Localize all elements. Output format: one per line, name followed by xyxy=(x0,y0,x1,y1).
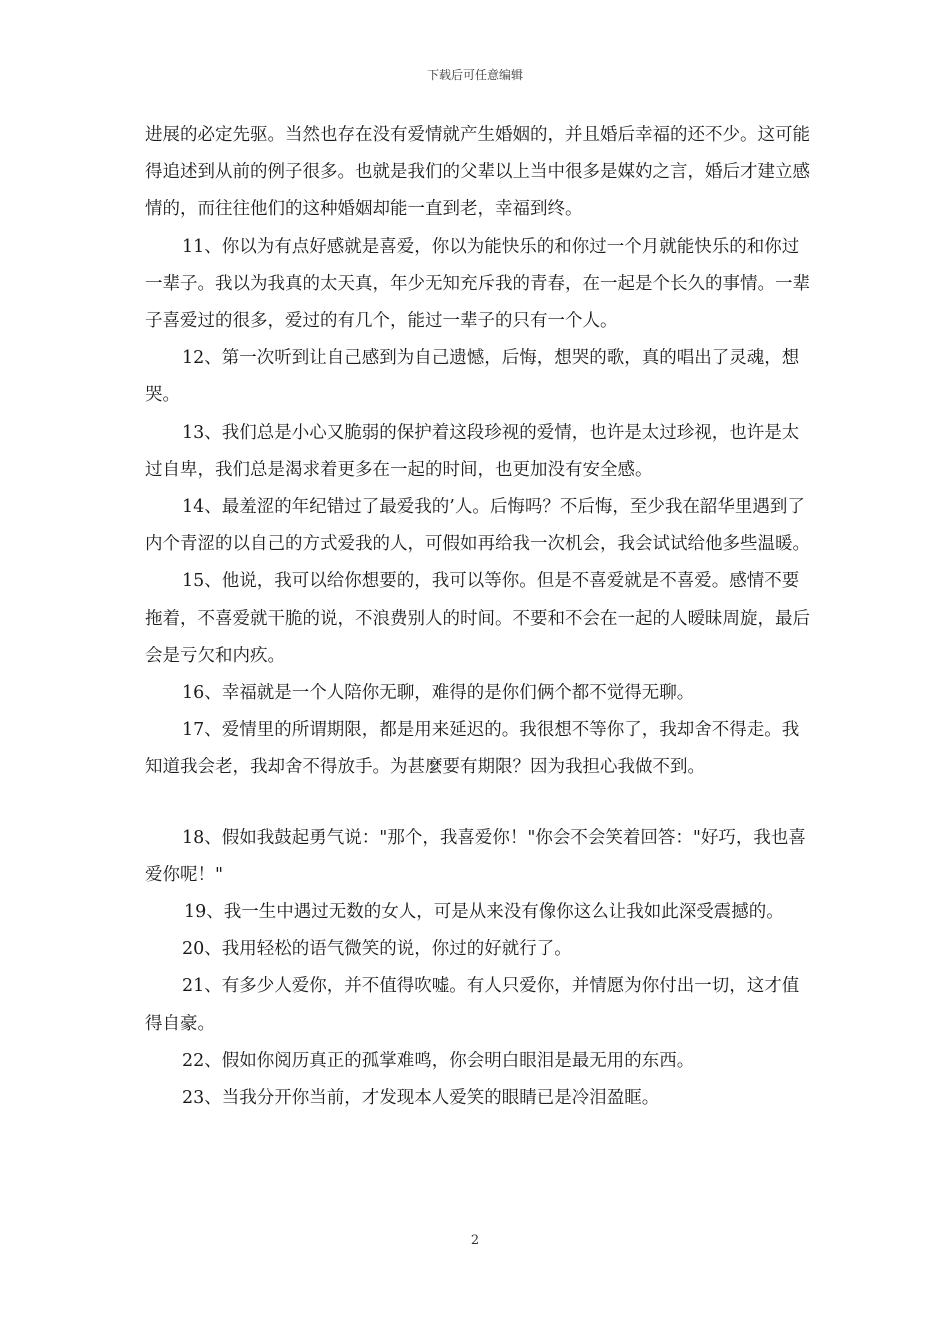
paragraph-13: 13、我们总是小心又脆弱的保护着这段珍视的爱情，也许是太过珍视，也许是太过自卑，我们总是渴求着更多在一起的时间，也更加没有安全感。 xyxy=(145,422,800,480)
paragraph-17: 17、爱情里的所谓期限，都是用来延迟的。我很想不等你了，我却舍不得走。我知道我会老，我却舍不得放手。为甚麼要有期限？因为我担心我做不到。 xyxy=(145,720,800,778)
paragraph-11: 11、你以为有点好感就是喜爱，你以为能快乐的和你过一个月就能快乐的和你过一辈子。我以为我真的太天真，年少无知充斥我的青春，在一起是个长久的事情。一辈子喜爱过的很多，爱过的有几个，能过一辈子的只有一个人。 xyxy=(145,236,810,332)
paragraph-continuation: 进展的必定先驱。当然也存在没有爱情就产生婚姻的，并且婚后幸福的还不少。这可能得追述到从前的例子很多。也就是我们的父辈以上当中很多是媒妁之言，婚后才建立感情的，而往往他们的这种婚姻却能一直到老，幸福到终。 xyxy=(145,125,810,220)
paragraph-15: 15、他说，我可以给你想要的，我可以等你。但是不喜爱就是不喜爱。感情不要拖着，不喜爱就干脆的说，不浪费别人的时间。不要和不会在一起的人暧昧周旋，最后会是亏欠和内疚。 xyxy=(145,571,810,666)
paragraph-14: 14、最羞涩的年纪错过了最爱我的’人。后悔吗？不后悔，至少我在韶华里遇到了内个青涩的以自己的方式爱我的人，可假如再给我一次机会，我会试试给他多些温暖。 xyxy=(145,497,810,555)
page-header: 下载后可任意编辑 xyxy=(426,68,523,82)
paragraph-23: 23、当我分开你当前，才发现本人爱笑的眼睛已是冷泪盈眶。 xyxy=(182,1088,660,1109)
document-body xyxy=(145,117,813,1117)
paragraph-16: 16、幸福就是一个人陪你无聊，难得的是你们俩个都不觉得无聊。 xyxy=(182,683,695,704)
paragraph-12: 12、第一次听到让自己感到为自己遗憾，后悔，想哭的歌，真的唱出了灵魂，想哭。 xyxy=(145,348,800,406)
paragraph-22: 22、假如你阅历真正的孤掌难鸣，你会明白眼泪是最无用的东西。 xyxy=(182,1050,695,1071)
blank-line xyxy=(145,787,813,820)
page-number: 2 xyxy=(470,1233,480,1248)
paragraph-20: 20、我用轻松的语气微笑的说，你过的好就行了。 xyxy=(182,939,572,960)
paragraph-21: 21、有多少人爱你，并不值得吹嘘。有人只爱你，并情愿为你付出一切，这才值得自豪。 xyxy=(145,976,800,1034)
paragraph-19: 19、我一生中遇过无数的女人，可是从来没有像你这么让我如此深受震撼的。 xyxy=(184,902,784,923)
paragraph-18: 18、假如我鼓起勇气说："那个，我喜爱你！"你会不会笑着回答："好巧，我也喜爱你呢！" xyxy=(145,827,806,885)
